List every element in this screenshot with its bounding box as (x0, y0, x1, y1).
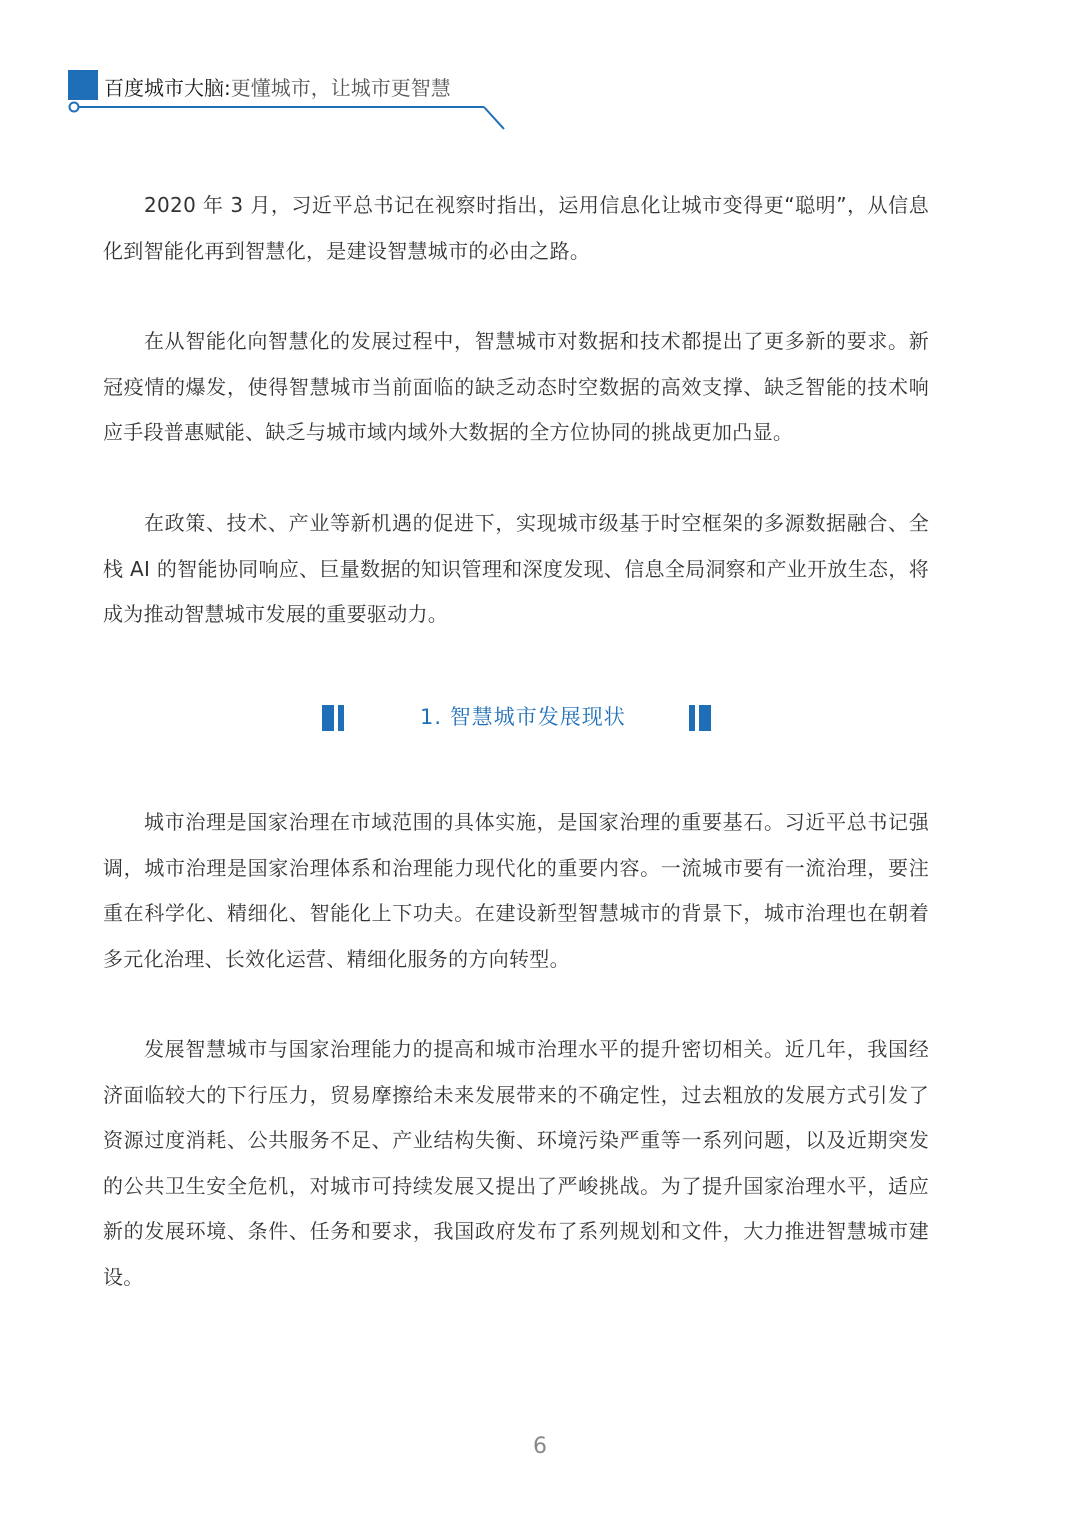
header-title-main: 百度城市大脑 (104, 76, 224, 100)
paragraph-5: 发展智慧城市与国家治理能力的提高和城市治理水平的提升密切相关。近几年，我国经济面临较大的下行压力，贸易摩擦给未来发展带来的不确定性，过去粗放的发展方式引发了资源过度消耗、公共服务不足、产业结构失衡、环境污染严重等一系列问题，以及近期突发的公共卫生安全危机，对城市可持续发展又提出了严峻挑战。为了提升国家治理水平，适应新的发展环境、条件、任务和要求，我国政府发布了系列规划和文件，大力推进智慧城市建设。 (103, 1037, 929, 1289)
paragraph-1: 2020 年 3 月，习近平总书记在视察时指出，运用信息化让城市变得更“聪明”，从信息化到智能化再到智慧化，是建设智慧城市的必由之路。 (103, 193, 929, 263)
header-title-sub: 更懂城市，让城市更智慧 (230, 76, 451, 100)
double-bar-icon (689, 705, 713, 731)
paragraph-4: 城市治理是国家治理在市域范围的具体实施，是国家治理的重要基石。习近平总书记强调，城市治理是国家治理体系和治理能力现代化的重要内容。一流城市要有一流治理，要注重在科学化、精细化、智能化上下功夫。在建设新型智慧城市的背景下，城市治理也在朝着多元化治理、长效化运营、精细化服务的方向转型。 (103, 810, 929, 971)
paragraph-3: 在政策、技术、产业等新机遇的促进下，实现城市级基于时空框架的多源数据融合、全栈 AI 的智能协同响应、巨量数据的知识管理和深度发现、信息全局洞察和产业开放生态，将成为推动智慧城市发展的重要驱动力。 (103, 511, 929, 626)
header-title (104, 74, 451, 102)
page-number: 6 (533, 1434, 547, 1459)
double-bar-icon (322, 705, 346, 731)
page-header (0, 0, 1080, 140)
section-title: 1. 智慧城市发展现状 (420, 705, 626, 729)
header-underline-slant (484, 107, 504, 129)
header-title-separator: : (224, 76, 231, 100)
section-heading (0, 700, 1080, 736)
paragraph-2: 在从智能化向智慧化的发展过程中，智慧城市对数据和技术都提出了更多新的要求。新冠疫情的爆发，使得智慧城市当前面临的缺乏动态时空数据的高效支撑、缺乏智能的技术响应手段普惠赋能、缺乏与城市域内域外大数据的全方位协同的挑战更加凸显。 (103, 329, 929, 444)
header-square-icon (68, 70, 98, 100)
header-decoration-icon (0, 0, 520, 140)
header-dot-icon (70, 103, 79, 112)
